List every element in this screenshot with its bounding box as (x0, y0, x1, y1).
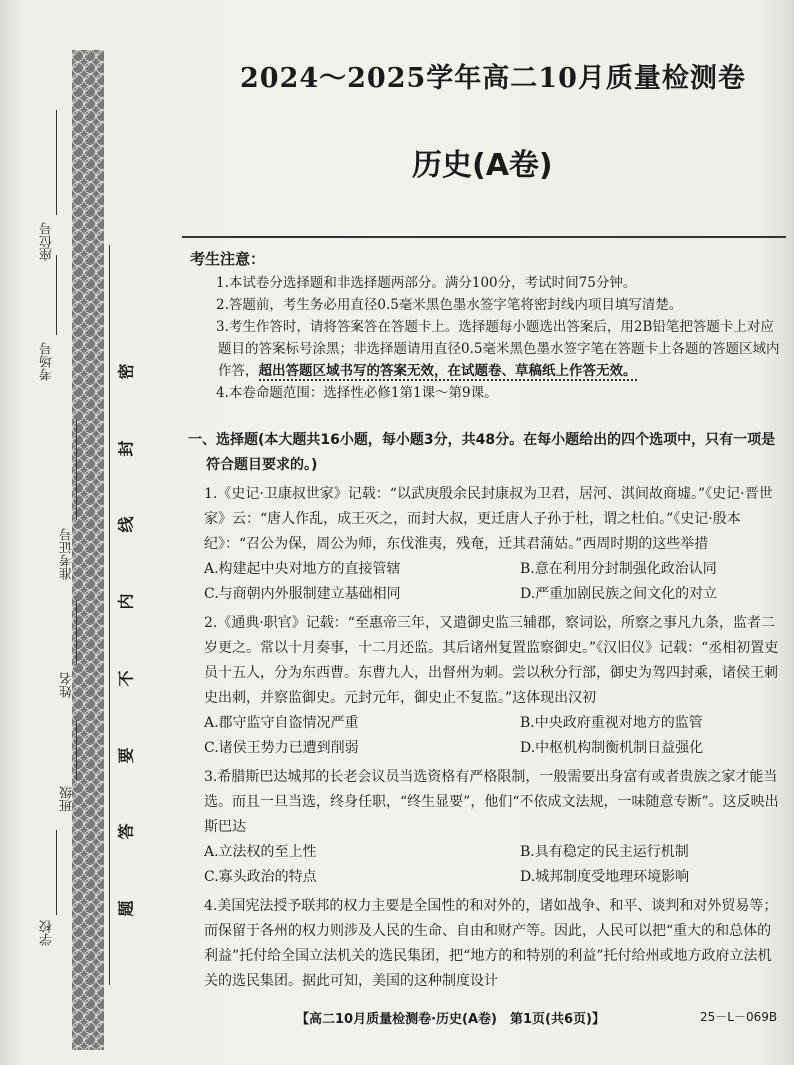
question-stem: 3.希腊斯巴达城邦的长老会议员当选资格有严格限制，一般需要出身富有或者贵族之家才能当选。而且一旦当选，终身任职，“终生显要”，他们“不依成文法规，一味随意专断”。这反映出斯巴达 (204, 769, 779, 835)
header-divider (182, 236, 786, 238)
notice-heading: 考生注意： (190, 250, 266, 268)
field-ticket-number-line (76, 420, 77, 520)
option-d: D.严重加剧民族之间文化的对立 (520, 586, 718, 602)
seal-char: 答 (116, 823, 136, 840)
question-stem: 2.《通典·职官》记载：“至惠帝三年，又遣御史监三辅郡，察词讼，所察之事凡九条，监者二岁更之。常以十月奏事，十二月还监。其后诸州复置监察御史。”《汉旧仪》记载：“丞相初置吏员十五人，分为东西曹。东曹九人，出督州为刺。尝以秋分行部，御史为驾四封乘，诸侯王刺史出刺，并察监御史。元封元年，御史止不复监。”这体现出汉初 (204, 615, 779, 706)
question-1 (186, 482, 784, 557)
option-c: C.寡头政治的特点 (204, 869, 317, 885)
seal-warning (114, 360, 136, 920)
question-2-options (186, 711, 784, 761)
seal-char: 内 (116, 593, 136, 610)
option-b: B.中央政府重视对地方的监管 (520, 715, 703, 731)
seal-char: 不 (116, 670, 136, 687)
notice-item: 4.本卷命题范围：选择性必修1第1课～第9课。 (216, 385, 498, 401)
field-seat-number-line (56, 110, 57, 215)
field-name-line (76, 600, 77, 665)
question-2 (186, 611, 784, 711)
notice-emphasis: 超出答题区域书写的答案无效，在试题卷、草稿纸上作答无效。 (258, 363, 637, 379)
question-3 (186, 765, 784, 840)
seal-char: 密 (116, 363, 136, 380)
option-b: B.意在利用分封制强化政治认同 (520, 561, 717, 577)
exam-title: 2024～2025学年高二10月质量检测卷 (240, 63, 746, 94)
seal-char: 要 (116, 747, 136, 764)
page-footer: 【高二10月质量检测卷·历史(A卷) 第1页(共6页)】 (296, 1012, 605, 1027)
field-ticket-number: 准考证号 (60, 528, 75, 580)
field-seat-number: 座位号 (40, 222, 55, 261)
field-school-line (56, 830, 57, 915)
option-d: D.城邦制度受地理环境影响 (520, 869, 690, 885)
notice-item: 2.答题前，考生务必用直径0.5毫米黑色墨水签字笔将密封线内项目填写清楚。 (216, 297, 683, 313)
paper-code: 25－L－069B (700, 1010, 778, 1024)
question-stem: 4.美国宪法授予联邦的权力主要是全国性的和对外的，诸如战争、和平、谈判和对外贸易等；而保留于各州的权力则涉及人民的生命、自由和财产等。因此，人民可以把“重大的和总体的利益”托付给全国立法机关的选民集团，把“地方的和特别的利益”托付给州或地方政府立法机关的选民集团。据此可知，美国的这种制度设计 (204, 898, 778, 989)
option-a: A.构建起中央对地方的直接管辖 (204, 561, 401, 577)
notice-item (190, 316, 780, 382)
option-b: B.具有稳定的民主运行机制 (520, 844, 689, 860)
field-exam-room: 考场号 (40, 342, 55, 381)
section-heading-cont: 符合题目要求的。) (206, 457, 318, 473)
question-stem: 1.《史记·卫康叔世家》记载：“以武庚殷余民封康叔为卫君，居河、淇间故商墟。”《史记·晋世家》云：“唐人作乱，成王灭之，而封大叔，更迁唐人子孙于杜，谓之杜伯。”《史记·殷本纪》：“召公为保，周公为师，东伐淮夷，残奄，迁其君蒲姑。”西周时期的这些举措 (204, 486, 773, 552)
option-a: A.郡守监守自盗情况严重 (204, 715, 359, 731)
question-1-options (186, 557, 784, 607)
field-name: 姓名 (60, 672, 75, 698)
question-3-options (186, 840, 784, 890)
option-c: C.与商朝内外服制建立基础相同 (204, 586, 401, 602)
field-class: 班级 (60, 786, 75, 812)
question-4 (186, 894, 784, 994)
option-c: C.诸侯王势力已遭到削弱 (204, 740, 359, 756)
seal-char: 封 (116, 440, 136, 457)
seal-char: 题 (116, 900, 136, 917)
section-heading (186, 428, 784, 478)
field-exam-room-line (56, 255, 57, 335)
notice-item-text: 3.考生作答时，请将答案答在答题卡上。选择题每小题选出答案后，用2B铅笔把答题卡上对应题目的答案标号涂黑；非选择题请用直径0.5毫米黑色墨水签字笔在答题卡上各题的答题区域内作答， (216, 319, 780, 379)
seal-line (109, 245, 110, 985)
field-class-line (76, 720, 77, 780)
field-school: 学校 (40, 920, 55, 946)
exam-subject: 历史(A卷) (412, 148, 553, 183)
candidate-notice (190, 248, 780, 404)
question-section (186, 428, 784, 994)
option-d: D.中枢机构制衡机制日益强化 (520, 740, 704, 756)
section-heading-text: 一、选择题(本大题共16小题，每小题3分，共48分。在每小题给出的四个选项中，只有一项是 (188, 432, 776, 448)
notice-item: 1.本试卷分选择题和非选择题两部分。满分100分，考试时间75分钟。 (216, 275, 637, 291)
seal-char: 线 (116, 516, 136, 533)
option-a: A.立法权的至上性 (204, 844, 317, 860)
